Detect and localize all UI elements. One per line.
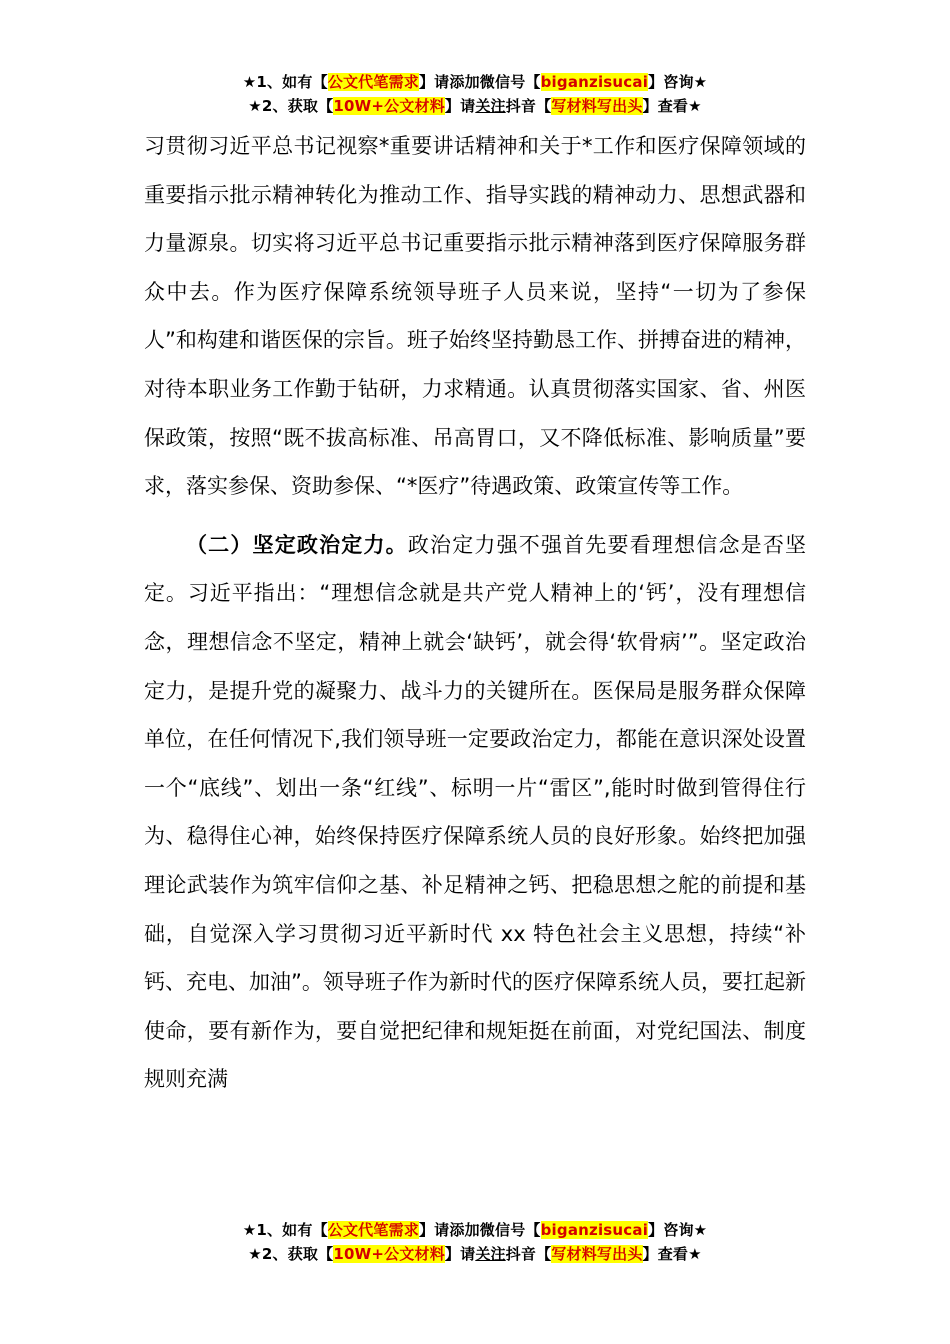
- banner-text: 】请: [418, 73, 450, 91]
- banner-text: 】咨询★: [648, 1221, 708, 1239]
- banner-emphasis: 关注: [475, 1245, 506, 1263]
- banner-highlight: 写材料写出头: [551, 1245, 643, 1263]
- banner-text: 】请: [444, 97, 476, 115]
- banner-text: ★2、获取【: [248, 97, 334, 115]
- banner-text: 】请: [444, 1245, 476, 1263]
- banner-highlight: 10W+公文材料: [333, 97, 445, 115]
- banner-line-1: [0, 1218, 950, 1242]
- section-heading: （二）坚定政治定力。: [186, 532, 408, 557]
- banner-text: ★1、如有【: [242, 73, 328, 91]
- banner-highlight: biganzisucai: [540, 73, 649, 91]
- banner-highlight: 公文代笔需求: [327, 1221, 419, 1239]
- banner-emphasis: 关注: [475, 97, 506, 115]
- banner-highlight: 写材料写出头: [551, 97, 643, 115]
- paragraph-2-text: 政治定力强不强首先要看理想信念是否坚定。习近平指出：“理想信念就是共产党人精神上的‘钙’，没有理想信念，理想信念不坚定，精神上就会‘缺钙’，就会得‘软骨病’”。坚定政治定力，是提升党的凝聚力、战斗力的关键所在。医保局是服务群众保障单位，在任何情况下,我们领导班一定要政治定力，都能在意识深处设置一个“底线”、划出一条“红线”、标明一片“雷区”,能时时做到管得住行为、稳得住心神，始终保持医疗保障系统人员的良好形象。始终把加强理论武装作为筑牢信仰之基、补足精神之钙、把稳思想之舵的前提和基础，自觉深入学习贯彻习近平新时代 xx 特色社会主义思想，持续“补钙、充电、加油”。领导班子作为新时代的医疗保障系统人员，要扛起新使命，要有新作为，要自觉把纪律和规矩挺在前面，对党纪国法、制度规则充满: [144, 532, 807, 1092]
- footer-banner: [0, 1218, 950, 1266]
- banner-emphasis: 添加: [449, 1221, 480, 1239]
- document-body: [144, 122, 806, 1104]
- paragraph-2: [144, 521, 806, 1104]
- banner-line-2: [0, 1242, 950, 1266]
- banner-line-2: [0, 94, 950, 118]
- paragraph-1: 习贯彻习近平总书记视察*重要讲话精神和关于*工作和医疗保障领域的重要指示批示精神转化为推动工作、指导实践的精神动力、思想武器和力量源泉。切实将习近平总书记重要指示批示精神落到医疗保障服务群众中去。作为医疗保障系统领导班子人员来说，坚持“一切为了参保人”和构建和谐医保的宗旨。班子始终坚持勤恳工作、拼搏奋进的精神，对待本职业务工作勤于钻研，力求精通。认真贯彻落实国家、省、州医保政策，按照“既不拔高标准、吊高胃口，又不降低标准、影响质量”要求，落实参保、资助参保、“*医疗”待遇政策、政策宣传等工作。: [144, 134, 806, 499]
- banner-emphasis: 添加: [449, 73, 480, 91]
- banner-text: 】请: [418, 1221, 450, 1239]
- header-banner: [0, 70, 950, 118]
- banner-highlight: 公文代笔需求: [327, 73, 419, 91]
- banner-text: 】查看★: [642, 1245, 702, 1263]
- banner-text: 】查看★: [642, 97, 702, 115]
- banner-text: 微信号【: [479, 1221, 541, 1239]
- banner-line-1: [0, 70, 950, 94]
- banner-text: 抖音【: [505, 1245, 552, 1263]
- banner-text: 】咨询★: [648, 73, 708, 91]
- banner-text: ★2、获取【: [248, 1245, 334, 1263]
- banner-text: ★1、如有【: [242, 1221, 328, 1239]
- banner-text: 抖音【: [505, 97, 552, 115]
- banner-highlight: 10W+公文材料: [333, 1245, 445, 1263]
- banner-highlight: biganzisucai: [540, 1221, 649, 1239]
- banner-text: 微信号【: [479, 73, 541, 91]
